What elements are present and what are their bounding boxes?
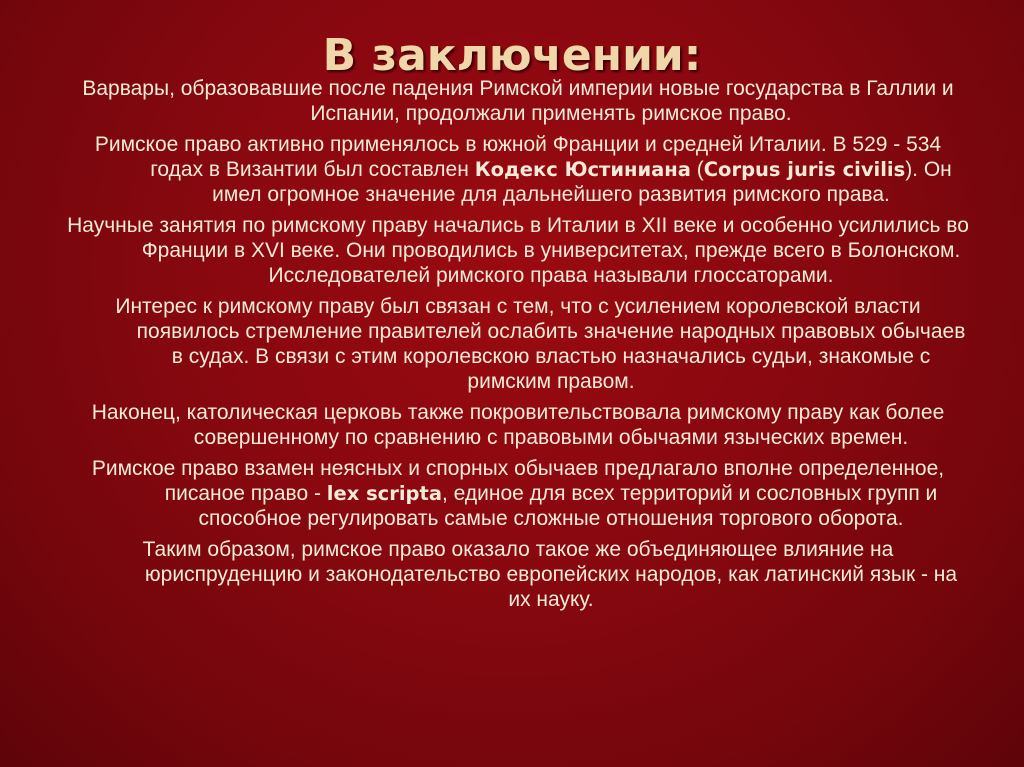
paragraph-text: , единое для всех территорий и сословных групп и способное регулировать самые сложные отношения торгового оборота. <box>198 482 938 530</box>
paragraph <box>66 537 970 612</box>
paragraph-text: Таким образом, римское право оказало такое же объединяющее влияние на юриспруденцию и законодательство европейских народов, как латинский язык - на их науку. <box>142 538 958 611</box>
paragraph-bold-text: Corpus juris civilis <box>703 158 906 181</box>
paragraph-text: Варвары, образовавшие после падения Римской империи новые государства в Галлии и Испании, продолжали применять римское право. <box>82 77 954 125</box>
paragraph-text: ( <box>690 158 704 181</box>
paragraph <box>66 400 970 450</box>
paragraph-bold-text: Кодекс Юстиниана <box>474 158 691 181</box>
paragraph-text: Интерес к римскому праву был связан с тем, что с усилением королевской власти появилось стремление правителей ослабить значение народных правовых обычаев в судах. В связи с этим королевскою властью назначались судьи, знакомые с римским правом. <box>115 295 966 393</box>
paragraph-text: ). Он имел огромное значение для дальнейшего развития римского права. <box>212 158 952 206</box>
slide-title: В заключении: <box>322 30 702 81</box>
paragraph <box>66 76 970 126</box>
paragraph <box>66 294 970 394</box>
paragraph <box>66 456 970 531</box>
paragraph-text: Римское право активно применялось в южной Франции и средней Италии. В 529 - 534 годах в Византии был составлен <box>94 133 942 181</box>
paragraph-text: Наконец, католическая церковь также покровительствовала римскому праву как более совершенному по сравнению с правовыми обычаями языческих времен. <box>91 401 945 449</box>
paragraph <box>66 132 970 207</box>
paragraph-text: Научные занятия по римскому праву начались в Италии в XII веке и особенно усилились во Франции в XVI веке. Они проводились в университетах, прежде всего в Болонском. Исследователей римского права называли глоссаторами. <box>67 214 969 287</box>
paragraph-text: Римское право взамен неясных и спорных обычаев предлагало вполне определенное, писаное право - <box>91 457 945 505</box>
paragraph <box>66 213 970 288</box>
paragraph-bold-text: lex scripta <box>326 482 442 505</box>
slide-body <box>66 76 970 618</box>
